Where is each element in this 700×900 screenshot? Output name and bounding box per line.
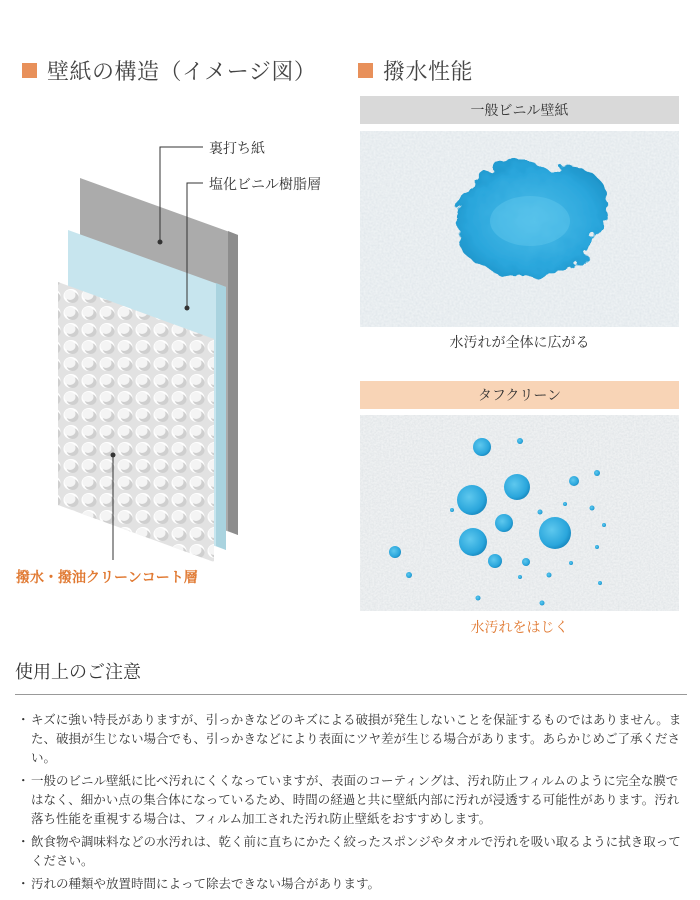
notes-list — [15, 710, 687, 897]
bullet-dot: ・ — [17, 834, 30, 849]
divider — [15, 694, 687, 695]
list-item — [15, 832, 687, 870]
label-pvc-layer: 塩化ビニル樹脂層 — [209, 177, 321, 193]
note-text: 汚れの種類や放置時間によって除去できない場合があります。 — [31, 876, 381, 891]
tough-clean-photo — [360, 415, 679, 611]
list-item — [15, 710, 687, 767]
bullet-dot: ・ — [17, 712, 30, 727]
label-backing-paper: 裏打ち紙 — [209, 141, 265, 157]
wallpaper-structure-diagram — [0, 130, 345, 600]
normal-wallpaper-photo — [360, 131, 679, 327]
tough-caption: 水汚れをはじく — [470, 620, 569, 636]
bullet-square-icon — [358, 63, 373, 78]
note-text: キズに強い特長がありますが、引っかきなどのキズによる破損が発生しないことを保証するものではありません。また、破損が生じない場合でも、引っかきなどにより表面にツヤ差が生じる場合があります。あらかじめご了承ください。 — [31, 712, 682, 765]
notes-title: 使用上のご注意 — [15, 662, 141, 683]
water-title-text: 撥水性能 — [383, 60, 474, 85]
bullet-square-icon — [22, 63, 37, 78]
structure-title-text: 壁紙の構造（イメージ図） — [47, 60, 317, 85]
label-clean-coat: 撥水・撥油クリーンコート層 — [16, 570, 198, 586]
structure-title — [22, 55, 316, 86]
water-title — [358, 55, 473, 86]
bullet-dot: ・ — [17, 773, 30, 788]
normal-wallpaper-bar: 一般ビニル壁紙 — [360, 96, 679, 124]
bullet-dot: ・ — [17, 876, 30, 891]
list-item — [15, 874, 687, 893]
normal-caption: 水汚れが全体に広がる — [449, 335, 590, 351]
list-item — [15, 771, 687, 828]
note-text: 一般のビニル壁紙に比べ汚れにくくなっていますが、表面のコーティングは、汚れ防止フィルムのように完全な膜ではなく、細かい点の集合体になっているため、時間の経過と共に壁紙内部に汚れが浸透する可能性があります。汚れ落ち性能を重視する場合は、フィルム加工された汚れ防止壁紙をおすすめします。 — [31, 773, 680, 826]
note-text: 飲食物や調味料などの水汚れは、乾く前に直ちにかたく絞ったスポンジやタオルで汚れを吸い取るように拭き取ってください。 — [31, 834, 681, 868]
tough-clean-bar: タフクリーン — [360, 381, 679, 409]
